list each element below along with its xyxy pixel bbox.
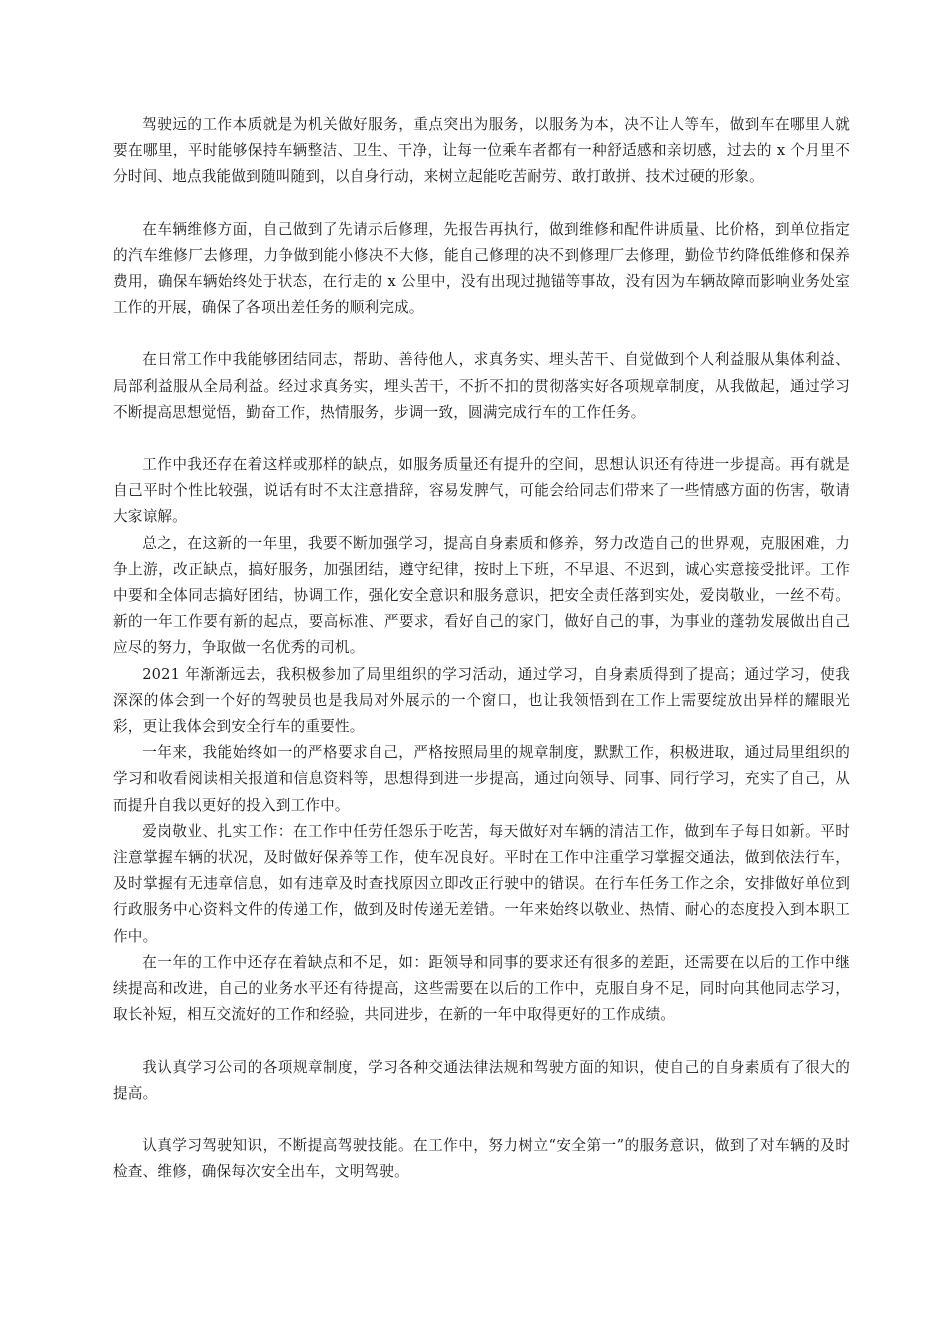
document-body bbox=[113, 112, 850, 1185]
paragraph-driving-skills: 认真学习驾驶知识，不断提高驾驶技能。在工作中，努力树立“安全第一”的服务意识，做到了对车辆的及时检查、维修，确保每次安全出车，文明驾驶。 bbox=[113, 1136, 850, 1181]
paragraph-shortcomings: 工作中我还存在着这样或那样的缺点，如服务质量还有提升的空间，思想认识还有待进一步提高。再有就是自己平时个性比较强，说话有时不太注意措辞，容易发脾气，可能会给同志们带来了一些情感方面的伤害，敬请大家谅解。 bbox=[113, 456, 850, 526]
paragraph-service-duty: 驾驶远的工作本质就是为机关做好服务，重点突出为服务，以服务为本，决不让人等车，做到车在哪里人就要在哪里，平时能够保持车辆整洁、卫生、干净，让每一位乘车者都有一种舒适感和亲切感，过去的 x 个月里不分时间、地点我能做到随叫随到，以自身行动，来树立起能吃苦耐劳、敢打敢拼、技术过硬的形象。 bbox=[113, 116, 850, 186]
paragraph-new-year-plan: 总之，在这新的一年里，我要不断加强学习，提高自身素质和修养，努力改造自己的世界观，克服困难，力争上游，改正缺点，搞好服务，加强团结，遵守纪律，按时上下班，不早退、不迟到，诚心实意接受批评。工作中要和全体同志搞好团结，协调工作，强化安全意识和服务意识，把安全责任落到实处，爱岗敬业，一丝不苟。新的一年工作要有新的起点，要高标准、严要求，看好自己的家门，做好自己的事，为事业的蓬勃发展做出自己应尽的努力，争取做一名优秀的司机。 bbox=[113, 534, 850, 657]
paragraph-year-review: 一年来，我能始终如一的严格要求自己，严格按照局里的规章制度，默默工作，积极进取，通过局里组织的学习和收看阅读相关报道和信息资料等，思想得到进一步提高，通过向领导、同事、同行学习，充实了自己，从而提升自我以更好的投入到工作中。 bbox=[113, 744, 850, 814]
paragraph-regulations-study: 我认真学习公司的各项规章制度，学习各种交通法律法规和驾驶方面的知识，使自己的自身素质有了很大的提高。 bbox=[113, 1058, 850, 1102]
paragraph-daily-work: 在日常工作中我能够团结同志，帮助、善待他人，求真务实、埋头苦干、自觉做到个人利益服从集体利益、局部利益服从全局利益。经过求真务实，埋头苦干，不折不扣的贯彻落实好各项规章制度，从我做起，通过学习不断提高思想觉悟，勤奋工作，热情服务，步调一致，圆满完成行车的工作任务。 bbox=[113, 351, 850, 421]
paragraph-vehicle-maintenance: 在车辆维修方面，自己做到了先请示后修理，先报告再执行，做到维修和配件讲质量、比价格，到单位指定的汽车维修厂去修理，力争做到能小修决不大修，能自己修理的决不到修理厂去修理，勤俭节约降低维修和保养费用，确保车辆始终处于状态，在行走的 x 公里中，没有出现过抛锚等事故，没有因为车辆故障而影响业务处室工作的开展，确保了各项出差任务的顺利完成。 bbox=[113, 220, 850, 317]
paragraph-dedication: 爱岗敬业、扎实工作：在工作中任劳任怨乐于吃苦，每天做好对车辆的清洁工作，做到车子每日如新。平时注意掌握车辆的状况，及时做好保养等工作，使车况良好。平时在工作中注重学习掌握交通法，做到依法行车，及时掌握有无违章信息，如有违章及时查找原因立即改正行驶中的错误。在行车任务工作之余，安排做好单位到行政服务中心资料文件的传递工作，做到及时传递无差错。一年来始终以敬业、热情、耐心的态度投入到本职工作中。 bbox=[113, 822, 850, 945]
paragraph-study-activities: 2021 年渐渐远去，我积极参加了局里组织的学习活动，通过学习，自身素质得到了提高；通过学习，使我深深的体会到一个好的驾驶员也是我局对外展示的一个窗口，也让我领悟到在工作上需要绽放出异样的耀眼光彩，更让我体会到安全行车的重要性。 bbox=[113, 665, 850, 736]
paragraph-deficiencies: 在一年的工作中还存在着缺点和不足，如：距领导和同事的要求还有很多的差距，还需要在以后的工作中继续提高和改进，自己的业务水平还有待提高，这些需要在以后的工作中，克服自身不足，同时向其他同志学习，取长补短，相互交流好的工作和经验，共同进步，在新的一年中取得更好的工作成绩。 bbox=[113, 953, 850, 1024]
